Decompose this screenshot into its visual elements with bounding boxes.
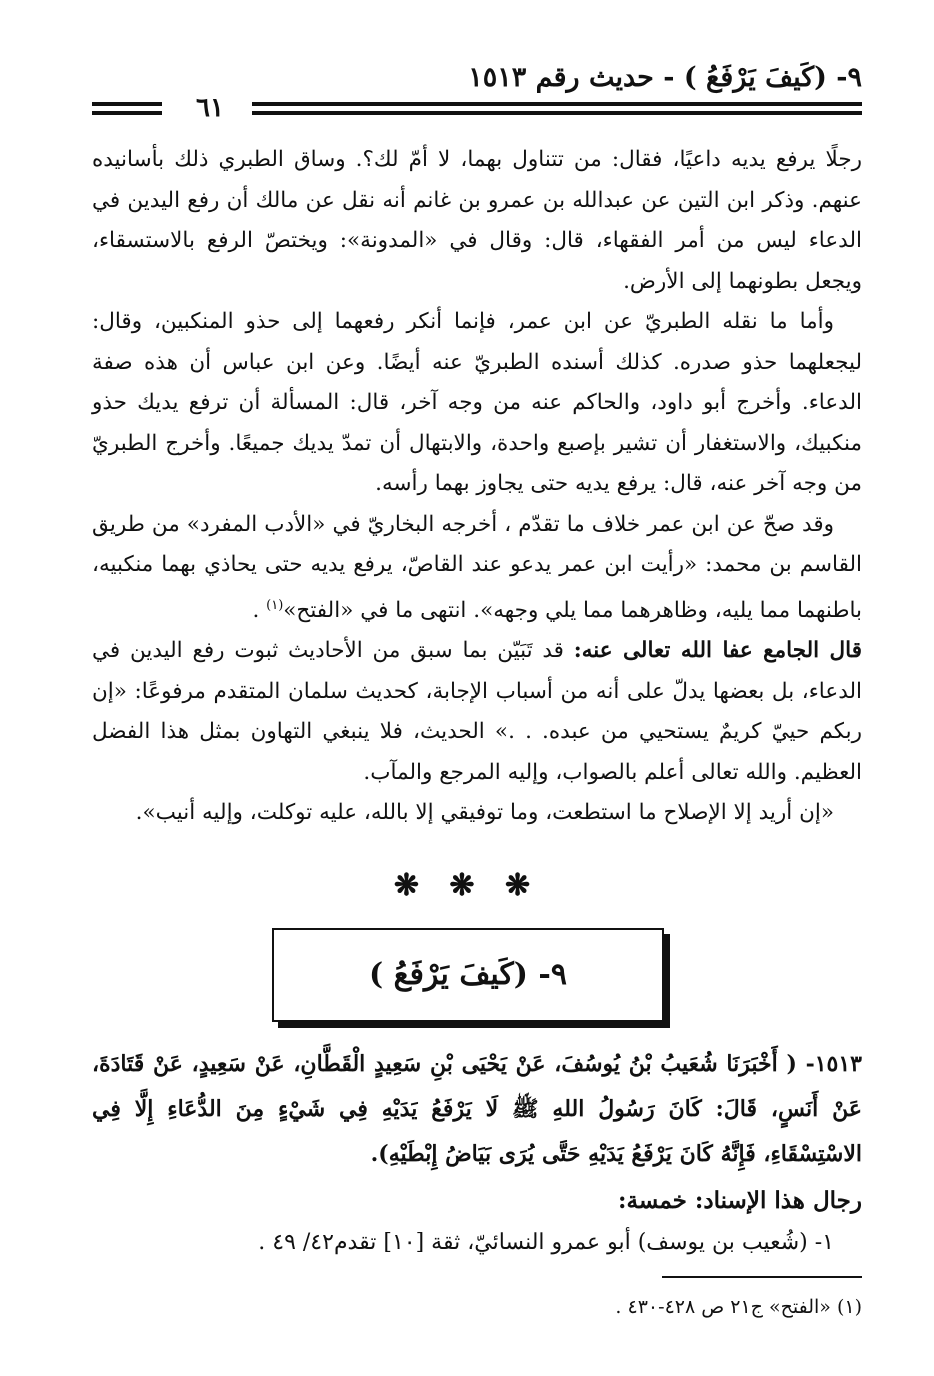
- header-rule-right: [252, 102, 862, 120]
- narrators-heading: رجال هذا الإسناد: خمسة:: [618, 1187, 862, 1214]
- commentary-text: [92, 140, 862, 834]
- page-number: ٦١: [196, 93, 224, 123]
- author-note-lead: قال الجامع عفا الله تعالى عنه:: [573, 638, 862, 664]
- chapter-heading-box: [272, 928, 664, 1022]
- paragraph-3-text: وقد صحّ عن ابن عمر خلاف ما تقدّم ، أخرجه البخاريّ في «الأدب المفرد» من طريق القاسم بن محمد: «رأيت ابن عمر يدعو عند القاصّ، يرفع يديه حتى يحاذي بهما منكبيه، باطنهما مما يليه، وظاهرهما مما يلي وجهه». انتهى ما في «الفتح»: [92, 511, 862, 623]
- footnote-marker: (١): [266, 597, 284, 613]
- narrator-item-1: ١- (شُعيب بن يوسف) أبو عمرو النسائيّ، ثقة [١٠] تقدم٤٢/ ٤٩ .: [258, 1230, 834, 1255]
- paragraph-1: رجلًا يرفع يديه داعيًا، فقال: من تتناول بهما، لا أمّ لك؟. وساق الطبري ذلك بأسانيده عنهم. وذكر ابن التين عن عبدالله بن عمرو بن غانم أنه نقل عن مالك أن رفع اليدين في الدعاء ليس من أمر الفقهاء، قال: وقال في «المدونة»: ويختصّ الرفع بالاستسقاء، ويجعل بطونهما إلى الأرض.: [92, 147, 862, 294]
- narrators-section: [92, 1180, 862, 1264]
- running-title: ٩- (كَيفَ يَرْفَعُ ) - حديث رقم ١٥١٣: [468, 62, 862, 93]
- paragraph-3: [92, 505, 862, 632]
- paragraph-5: «إن أريد إلا الإصلاح ما استطعت، وما توفيقي إلا بالله، عليه توكلت، وإليه أنيب».: [135, 800, 834, 826]
- running-header: [92, 58, 862, 122]
- paragraph-2: وأما ما نقله الطبريّ عن ابن عمر، فإنما أنكر رفعهما إلى حذو المنكبين، وقال: ليجعلهما حذو صدره. كذلك أسنده الطبريّ عنه أيضًا. وعن ابن عباس أن هذه صفة الدعاء. وأخرج أبو داود، والحاكم عنه من وجه آخر، قال: المسألة أن ترفع يديك حذو منكبيك، والاستغفار أن تشير بإصبع واحدة، والابتهال أن تمدّ يديك جميعًا. وأخرج الطبريّ من وجه آخر عنه، قال: يرفع يديه حتى يجاوز بهما رأسه.: [92, 309, 862, 496]
- paragraph-4: [92, 631, 862, 793]
- hadith-1513: ١٥١٣- ( أَخْبَرَنَا شُعَيبُ بْنُ يُوسُفَ، عَنْ يَحْيَى بْنِ سَعِيدٍ الْقَطَّانِ، عَنْ سَعِيدٍ، عَنْ قَتَادَةَ، عَنْ أَنَسٍ، قَالَ: كَانَ رَسُولُ اللهِ ﷺ لَا يَرْفَعُ يَدَيْهِ فِي شَيْءٍ مِنَ الدُّعَاءِ إِلَّا فِي الاسْتِسْقَاءِ، فَإِنَّهُ كَانَ يَرْفَعُ يَدَيْهِ حَتَّى يُرَى بَيَاضُ إِبْطَيْهِ).: [92, 1051, 862, 1167]
- header-rule-left: [92, 102, 162, 120]
- chapter-title: ٩- (كَيفَ يَرْفَعُ ): [369, 957, 567, 992]
- hadith-text: [92, 1042, 862, 1177]
- footnote: (١) «الفتح» ج٢١ ص ٤٢٨-٤٣٠ .: [615, 1296, 862, 1318]
- paragraph-3-end: .: [252, 597, 267, 623]
- section-separator-stars: ❋ ❋ ❋: [393, 868, 541, 903]
- paragraph-4-text: قد تَبَيّن بما سبق من الأحاديث ثبوت رفع اليدين في الدعاء، بل بعضها يدلّ على أنه من أسباب الإجابة، كحديث سلمان المتقدم مرفوعًا: «إن ربكم حييّ كريمٌ يستحيي من عبده. . .» الحديث، فلا ينبغي التهاون بمثل هذا الفضل العظيم. والله تعالى أعلم بالصواب، وإليه المرجع والمآب.: [92, 638, 862, 785]
- footnote-divider: [662, 1276, 862, 1278]
